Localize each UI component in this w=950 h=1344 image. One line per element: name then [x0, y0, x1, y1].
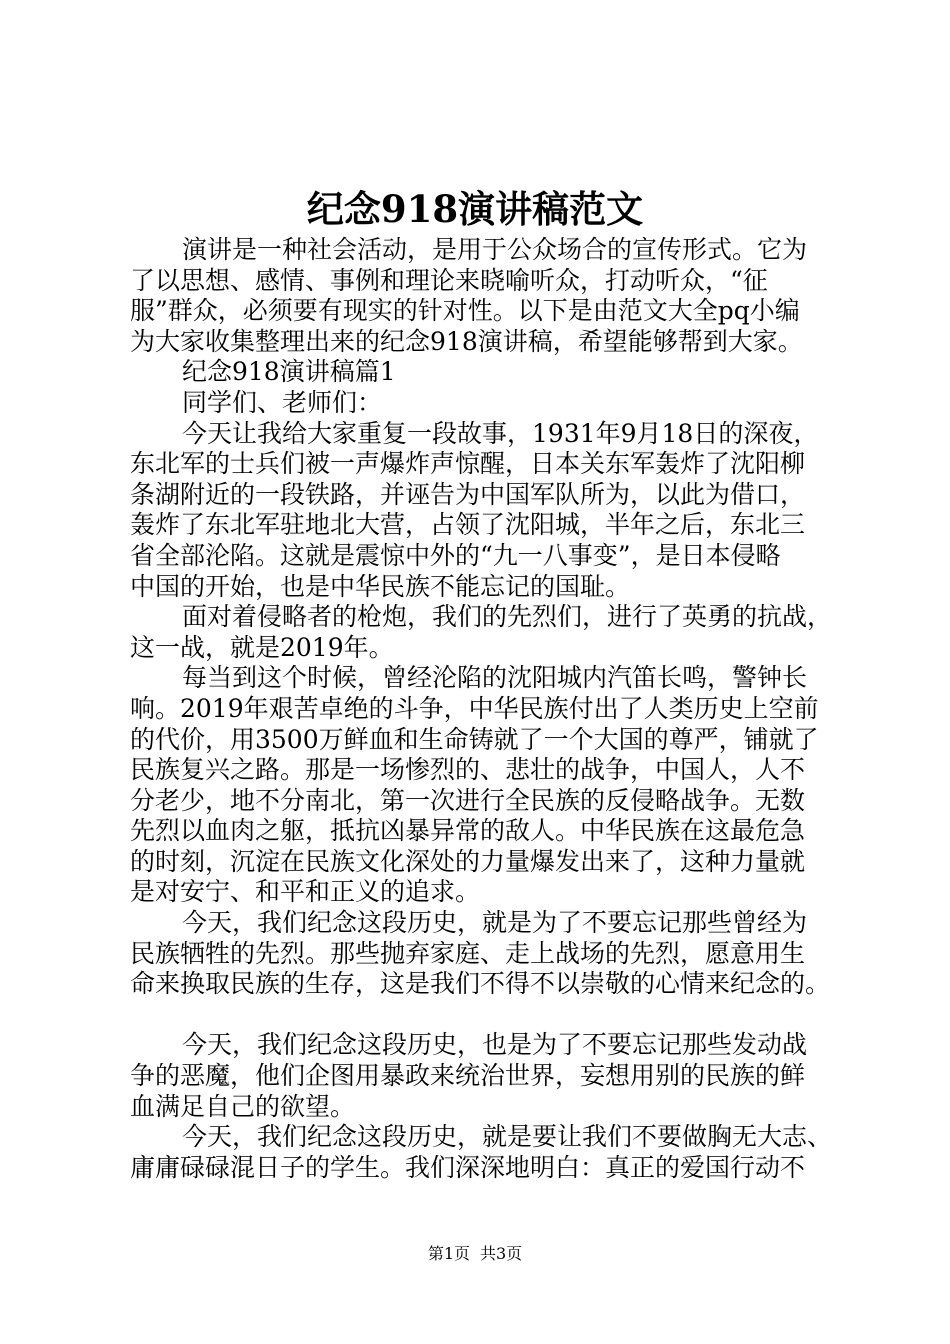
body-line: 今天，我们纪念这段历史，就是为了不要忘记那些曾经为: [182, 908, 808, 938]
body-line: 省全部沦陷。这就是震惊中外的“九一八事变”，是日本侵略: [130, 540, 781, 570]
body-line: 每当到这个时候，曾经沦陷的沈阳城内汽笛长鸣，警钟长: [182, 663, 808, 693]
body-line: 东北军的士兵们被一声爆炸声惊醒，日本关东军轰炸了沈阳柳: [130, 449, 806, 479]
body-line: 条湖附近的一段铁路，并诬告为中国军队所为，以此为借口，: [130, 479, 806, 509]
page-total: 共3页: [480, 1244, 523, 1263]
body-line: 了以思想、感情、事例和理论来晓喻听众，打动听众，“征: [130, 265, 768, 295]
body-line: 争的恶魔，他们企图用暴政来统治世界，妄想用别的民族的鲜: [130, 1061, 806, 1091]
body-line: 分老少，地不分南北，第一次进行全民族的反侵略战争。无数: [130, 785, 806, 815]
section-heading: 纪念918演讲稿篇1: [182, 357, 396, 387]
body-line: 面对着侵略者的枪炮，我们的先烈们，进行了英勇的抗战，: [182, 602, 833, 632]
body-line: 先烈以血肉之躯，抵抗凶暴异常的敌人。中华民族在这最危急: [130, 816, 806, 846]
body-line: 的时刻，沉淀在民族文化深处的力量爆发出来了，这种力量就: [130, 846, 806, 876]
document-body: [130, 235, 842, 1183]
body-line: 服”群众，必须要有现实的针对性。以下是由范文大全pq小编: [130, 296, 800, 326]
page-footer: [0, 1242, 950, 1266]
salutation: 同学们、老师们：: [182, 387, 383, 417]
body-line: 响。2019年艰苦卓绝的斗争，中华民族付出了人类历史上空前: [130, 693, 819, 723]
body-line: 庸庸碌碌混日子的学生。我们深深地明白：真正的爱国行动不: [130, 1152, 806, 1182]
body-line: 民族牺牲的先烈。那些抛弃家庭、走上战场的先烈，愿意用生: [130, 938, 806, 968]
body-line: 这一战，就是2019年。: [130, 632, 394, 662]
body-line: 轰炸了东北军驻地北大营，占领了沈阳城，半年之后，东北三: [130, 510, 806, 540]
body-line: 民族复兴之路。那是一场惨烈的、悲壮的战争，中国人，人不: [130, 755, 806, 785]
body-line: 今天，我们纪念这段历史，也是为了不要忘记那些发动战: [182, 1030, 808, 1060]
body-line: 今天让我给大家重复一段故事，1931年9月18日的深夜，: [182, 418, 819, 448]
body-line: 中国的开始，也是中华民族不能忘记的国耻。: [130, 571, 631, 601]
body-line: 血满足自己的欲望。: [130, 1091, 356, 1121]
body-line: 演讲是一种社会活动，是用于公众场合的宣传形式。它为: [182, 235, 808, 264]
page-number: 第1页: [427, 1244, 470, 1263]
body-line: 是对安宁、和平和正义的追求。: [130, 877, 481, 907]
body-line: 今天，我们纪念这段历史，就是要让我们不要做胸无大志、: [182, 1122, 833, 1152]
body-line: 为大家收集整理出来的纪念918演讲稿，希望能够帮到大家。: [130, 326, 803, 356]
blank-line: [130, 1000, 842, 1031]
document-title: 纪念918演讲稿范文: [306, 187, 644, 231]
body-line: 的代价，用3500万鲜血和生命铸就了一个大国的尊严，铺就了: [130, 724, 819, 754]
body-line: 命来换取民族的生存，这是我们不得不以崇敬的心情来纪念的。: [130, 969, 831, 999]
